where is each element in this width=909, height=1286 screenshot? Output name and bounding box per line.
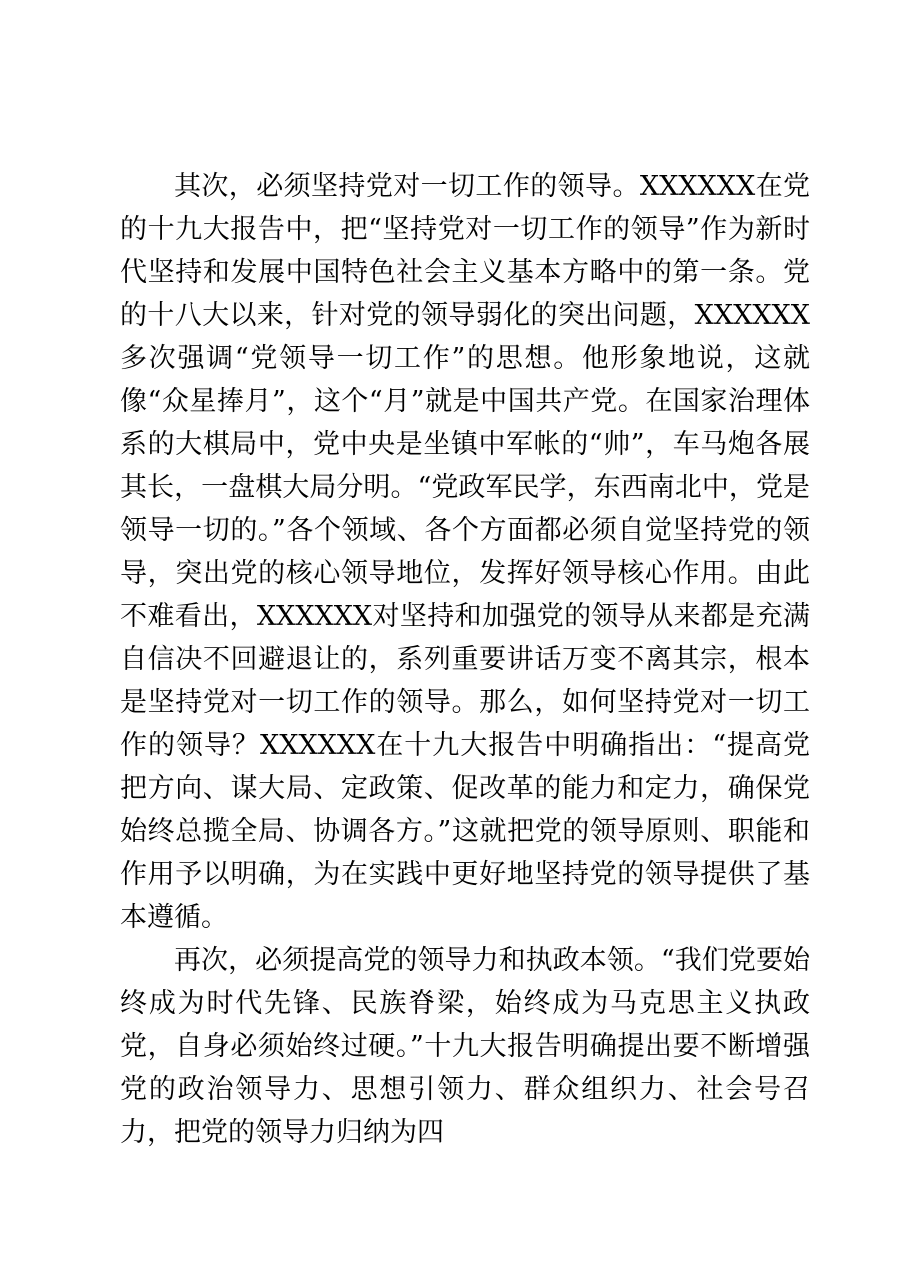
- document-body: [120, 165, 810, 1154]
- paragraph-2: 再次，必须提高党的领导力和执政本领。“我们党要始终成为时代先锋、民族脊梁，始终成为马克思主义执政党，自身必须始终过硬。”十九大报告明确提出要不断增强党的政治领导力、思想引领力、群众组织力、社会号召力，把党的领导力归纳为四: [120, 945, 810, 1148]
- paragraph-1: 其次，必须坚持党对一切工作的领导。XXXXXX在党的十九大报告中，把“坚持党对一切工作的领导”作为新时代坚持和发展中国特色社会主义基本方略中的第一条。党的十八大以来，针对党的领导弱化的突出问题，XXXXXX多次强调“党领导一切工作”的思想。他形象地说，这就像“众星捧月”，这个“月”就是中国共产党。在国家治理体系的大棋局中，党中央是坐镇中军帐的“帅”，车马炮各展其长，一盘棋大局分明。“党政军民学，东西南北中，党是领导一切的。”各个领域、各个方面都必须自觉坚持党的领导，突出党的核心领导地位，发挥好领导核心作用。由此不难看出，XXXXXX对坚持和加强党的领导从来都是充满自信决不回避退让的，系列重要讲话万变不离其宗，根本是坚持党对一切工作的领导。那么，如何坚持党对一切工作的领导？XXXXXX在十九大报告中明确指出：“提高党把方向、谋大局、定政策、促改革的能力和定力，确保党始终总揽全局、协调各方。”这就把党的领导原则、职能和作用予以明确，为在实践中更好地坚持党的领导提供了基本遵循。: [120, 171, 810, 933]
